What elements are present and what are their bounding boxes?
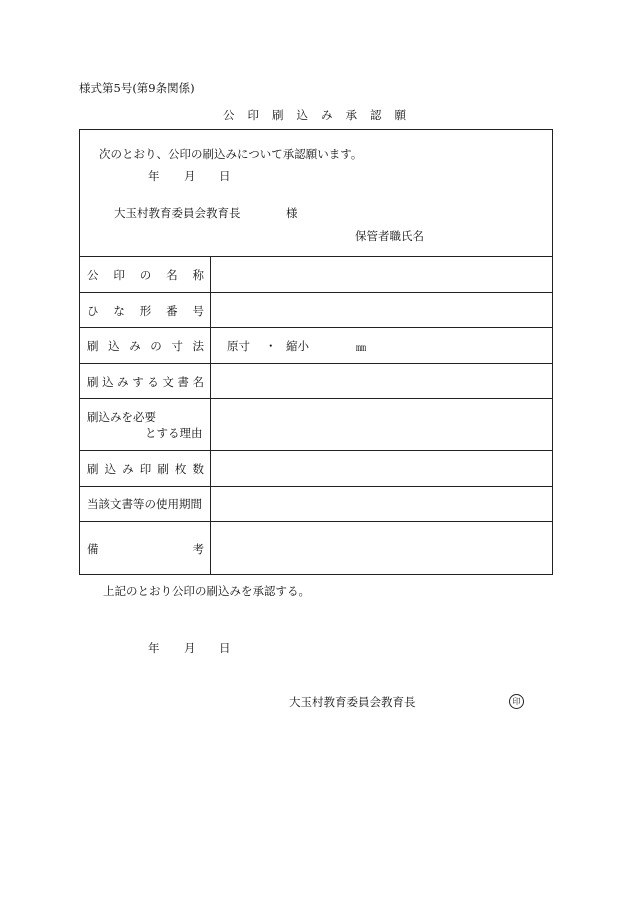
remarks-last: 考 (192, 542, 204, 556)
label-char: 枚 (174, 462, 187, 476)
seal-mark-icon: 印 (509, 694, 524, 709)
request-date-month: 月 (184, 169, 196, 183)
custodian-label: 保管者職氏名 (355, 229, 424, 243)
size-separator: ・ (265, 339, 277, 353)
row-label-print-count (87, 461, 204, 477)
label-char: す (132, 375, 144, 389)
label-char: 込 (108, 339, 120, 353)
label-char: ひ (87, 304, 99, 318)
divider (80, 521, 552, 522)
label-char: 法 (192, 339, 204, 353)
divider (80, 363, 552, 364)
divider (80, 292, 552, 293)
label-char: 込 (102, 375, 114, 389)
divider (80, 256, 552, 257)
label-char: 込 (104, 462, 117, 476)
label-char: の (150, 339, 162, 353)
size-original: 原寸 (227, 339, 250, 353)
request-honorific: 様 (286, 206, 298, 220)
form-table (79, 129, 553, 575)
label-char: 数 (192, 462, 204, 476)
label-char: る (147, 375, 159, 389)
label-char: 号 (192, 304, 204, 318)
label-char: 刷 (87, 375, 99, 389)
label-char: 刷 (157, 462, 169, 476)
row-label-usage-period: 当該文書等の使用期間 (87, 497, 202, 511)
size-reduced: 縮小 (286, 339, 309, 353)
label-char: 書 (177, 375, 189, 389)
reason-line2: とする理由 (145, 426, 203, 440)
approval-date-day: 日 (219, 641, 231, 655)
row-label-seal-name (87, 267, 204, 283)
label-char: み (129, 339, 141, 353)
label-char: 印 (113, 268, 125, 282)
form-number: 様式第5号(第9条関係) (79, 81, 195, 95)
divider (80, 327, 552, 328)
label-char: 形 (139, 304, 152, 318)
document-title: 公印刷込み承認願 (223, 108, 419, 122)
label-char: 称 (192, 268, 204, 282)
approval-statement: 上記のとおり公印の刷込みを承認する。 (103, 584, 310, 598)
label-char: 名 (192, 375, 204, 389)
label-char: 印 (139, 462, 152, 476)
label-char: の (139, 268, 152, 282)
request-date-year: 年 (148, 169, 160, 183)
request-intro: 次のとおり、公印の刷込みについて承認願います。 (99, 147, 363, 161)
request-addressee: 大玉村教育委員会教育長 (114, 206, 241, 220)
remarks-first: 備 (87, 542, 99, 556)
label-char: 公 (87, 268, 99, 282)
label-char: 寸 (171, 339, 183, 353)
label-char: み (122, 462, 134, 476)
label-char: 番 (166, 304, 178, 318)
row-label-print-size (87, 338, 204, 354)
row-label-remarks (87, 541, 204, 557)
row-label-reason (87, 409, 204, 445)
request-date-day: 日 (219, 169, 231, 183)
divider (80, 398, 552, 399)
approver-title: 大玉村教育委員会教育長 (289, 695, 416, 709)
size-unit: ㎜ (356, 343, 366, 354)
label-char: み (117, 375, 129, 389)
label-char: 刷 (87, 462, 99, 476)
reason-line1: 刷込みを必要 (87, 410, 156, 424)
label-char: 刷 (87, 339, 99, 353)
divider (80, 450, 552, 451)
approval-date-year: 年 (148, 641, 160, 655)
approval-date-month: 月 (184, 641, 196, 655)
row-label-document-name (87, 374, 204, 390)
column-divider (210, 256, 211, 574)
label-char: な (113, 304, 125, 318)
divider (80, 486, 552, 487)
label-char: 名 (166, 268, 178, 282)
row-label-mold-number (87, 303, 204, 319)
label-char: 文 (162, 375, 174, 389)
